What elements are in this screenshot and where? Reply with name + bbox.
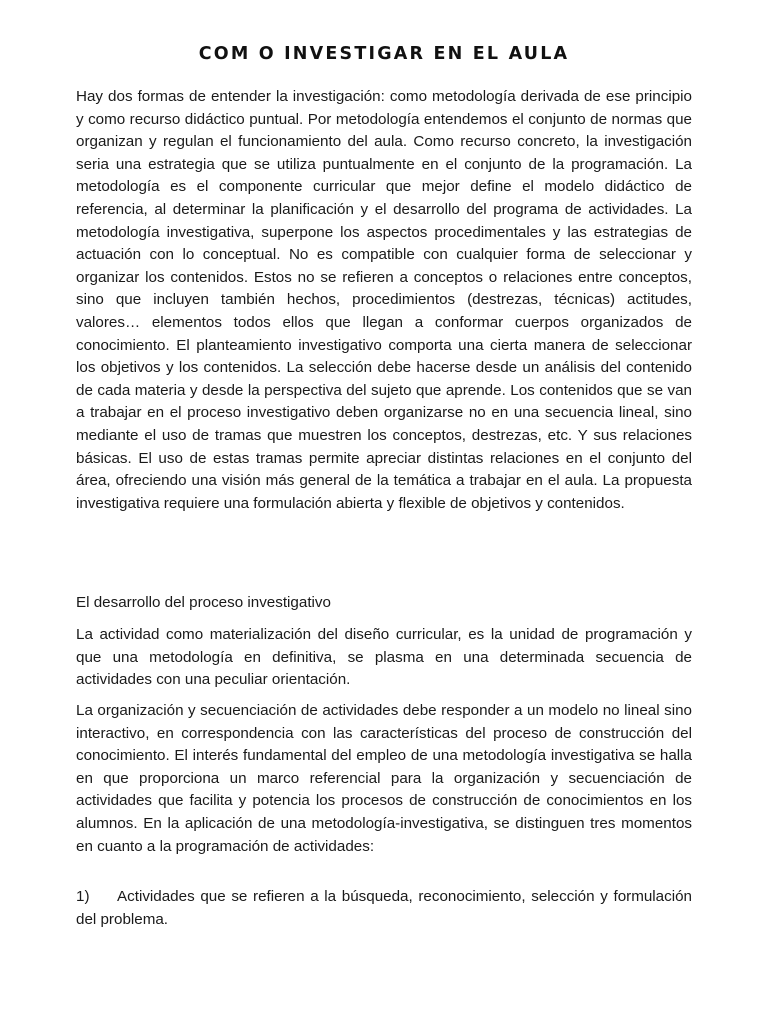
document-title: COM O INVESTIGAR EN EL AULA — [198, 44, 570, 64]
intro-paragraph: Hay dos formas de entender la investigación: como metodología derivada de ese principio y como recurso didáctico puntual. Por metodología entendemos el conjunto de normas que organizan y regulan el funcionamiento del aula. Como recurso concreto, la investigación seria una estrategia que se utiliza puntualmente en el conjunto de la programación. La metodología es el componente curricular que mejor define el modelo didáctico de referencia, al determinar la planificación y el desarrollo del programa de actividades. La metodología investigativa, superpone los aspectos procedimentales y las estrategias de actuación con lo conceptual. No es compatible con cualquier forma de seleccionar y organizar los contenidos. Estos no se refieren a conceptos o relaciones entre conceptos, sino que incluyen también hechos, procedimientos (destrezas, técnicas) actitudes, valores… elementos todos ellos que llegan a conformar cuerpos organizados de conocimiento. El planteamiento investigativo comporta una cierta manera de seleccionar los objetivos y los contenidos. La selección debe hacerse desde un análisis del contenido de cada materia y desde la perspectiva del sujeto que aprende. Los contenidos que se van a trabajar en el proceso investigativo deben organizarse no en una secuencia lineal, sino mediante el uso de tramas que muestren los conceptos, destrezas, etc. Y sus relaciones básicas. El uso de estas tramas permite apreciar distintas relaciones en el conjunto del área, ofreciendo una visión más general de la temática a trabajar en el aula. La propuesta investigativa requiere una formulación abierta y flexible de objetivos y contenidos. — [76, 88, 692, 512]
list-item — [76, 886, 692, 931]
list-item-number: 1) — [76, 888, 90, 905]
section-subheading: El desarrollo del proceso investigativo — [76, 594, 331, 611]
organization-paragraph: La organización y secuenciación de actividades debe responder a un modelo no lineal sino interactivo, en correspondencia con las características del proceso de construcción del conocimiento. El interés fundamental del empleo de una metodología investigativa se halla en que proporciona un marco referencial para la organización y secuenciación de actividades que facilita y potencia los procesos de construcción de conocimientos en los alumnos. En la aplicación de una metodología-investigativa, se distinguen tres momentos en cuanto a la programación de actividades: — [76, 702, 692, 855]
list-item-text: Actividades que se refieren a la búsqueda, reconocimiento, selección y formulación del problema. — [76, 888, 692, 928]
activity-paragraph: La actividad como materialización del diseño curricular, es la unidad de programación y que una metodología en definitiva, se plasma en una determinada secuencia de actividades con una peculiar orientación. — [76, 626, 692, 689]
